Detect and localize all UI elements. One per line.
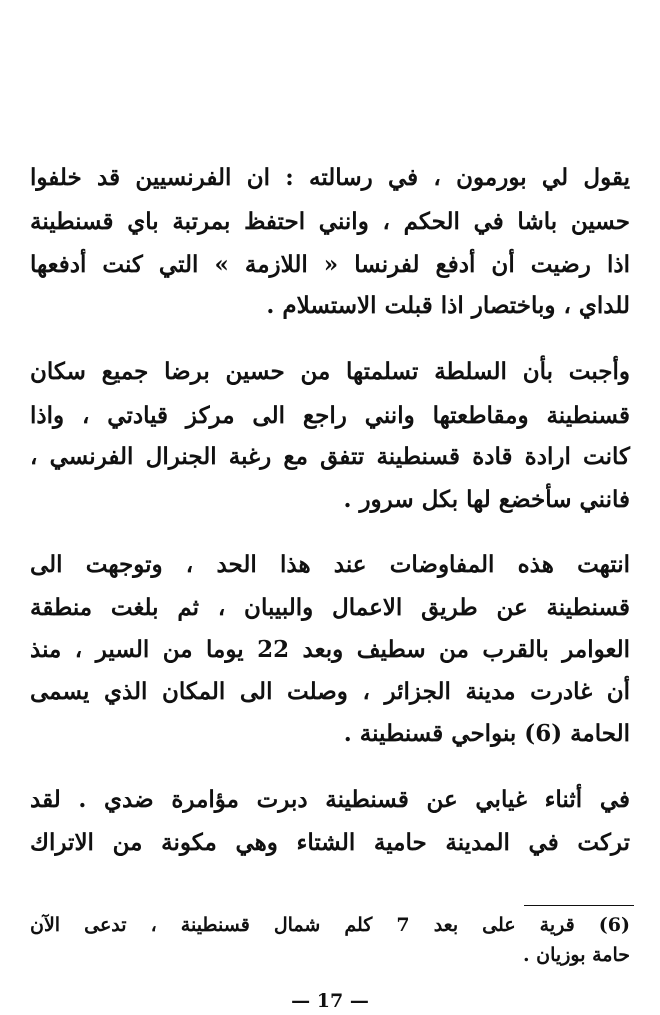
text-line: فانني سأخضع لها بكل سرور . bbox=[343, 486, 630, 513]
text-line: الحامة (6) بنواحي قسنطينة . bbox=[343, 720, 630, 747]
footnote-divider bbox=[524, 905, 634, 906]
page-number: — 17 — bbox=[291, 990, 369, 1012]
text-line: اذا رضيت أن أدفع لفرنسا « اللازمة » التي كنت أدفعها bbox=[30, 251, 630, 278]
text-line: العوامر بالقرب من سطيف وبعد 22 يوما من السير ، منذ bbox=[30, 636, 630, 663]
text-line: يقول لي بورمون ، في رسالته : ان الفرنسيين قد خلفوا bbox=[30, 164, 630, 191]
text-line: حسين باشا في الحكم ، وانني احتفظ بمرتبة باي قسنطينة bbox=[30, 208, 630, 235]
text-line: للداي ، وباختصار اذا قبلت الاستسلام . bbox=[266, 292, 630, 319]
text-line: تركت في المدينة حامية الشتاء وهي مكونة من الاتراك bbox=[30, 829, 630, 856]
text-line: كانت ارادة قادة قسنطينة تتفق مع رغبة الجنرال الفرنسي ، bbox=[30, 443, 630, 470]
text-line: قسنطينة ومقاطعتها وانني راجع الى مركز قيادتي ، واذا bbox=[30, 402, 630, 429]
footnote-line: حامة بوزيان . bbox=[522, 944, 630, 966]
text-line: انتهت هذه المفاوضات عند هذا الحد ، وتوجهت الى bbox=[30, 551, 630, 578]
text-line: أن غادرت مدينة الجزائر ، وصلت الى المكان الذي يسمى bbox=[30, 678, 630, 705]
text-line: قسنطينة عن طريق الاعمال والبيبان ، ثم بلغت منطقة bbox=[30, 594, 630, 621]
footnote-line: (6) قرية على بعد 7 كلم شمال قسنطينة ، تدعى الآن bbox=[30, 914, 630, 936]
text-line: في أثناء غيابي عن قسنطينة دبرت مؤامرة ضدي . لقد bbox=[30, 786, 630, 813]
text-line: وأجبت بأن السلطة تسلمتها من حسين برضا جميع سكان bbox=[30, 358, 630, 385]
